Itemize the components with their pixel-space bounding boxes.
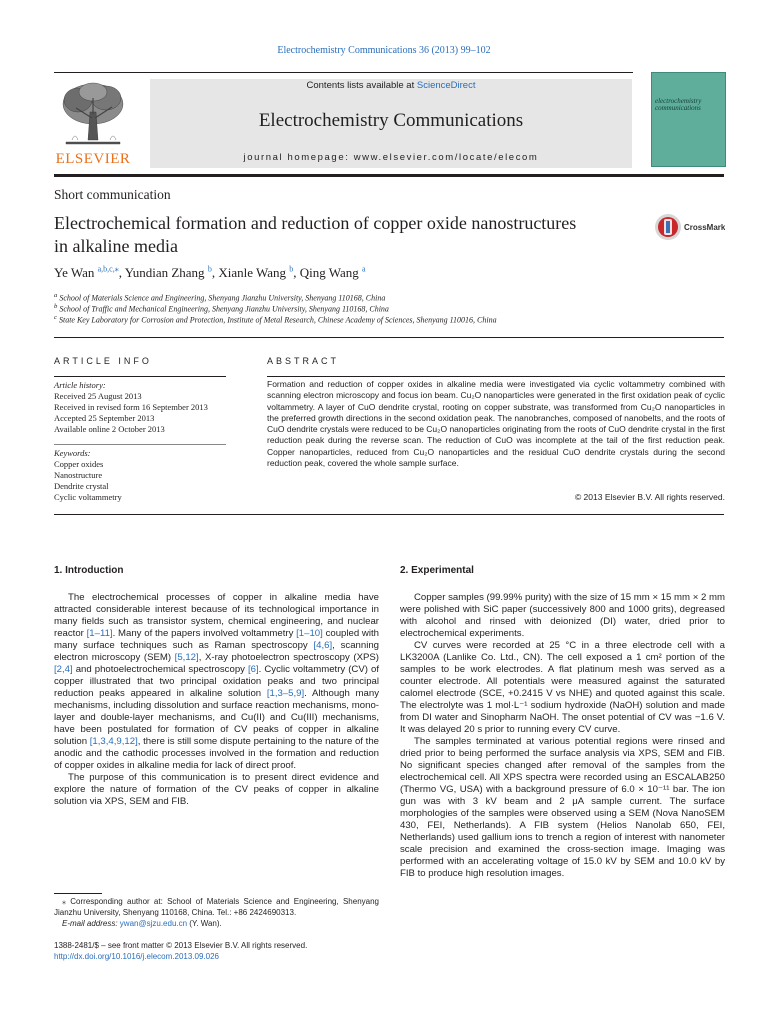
journal-homepage (150, 152, 632, 163)
crossmark-label: CrossMark (684, 223, 725, 232)
sciencedirect-link[interactable]: ScienceDirect (416, 80, 476, 91)
intro-text-segment: , there is still some dispute pertaining to the nature of the anodic and the cathodic processes involved in the formation and reduction of copper oxides in alkaline media for lack of direct proof. (54, 736, 379, 771)
contents-prefix: Contents lists available at (306, 80, 417, 91)
email-link[interactable]: ywan@sjzu.edu.cn (119, 919, 188, 928)
title-line-2: in alkaline media (54, 236, 178, 256)
affiliation-b: $^b$ School of Traffic and Mechanical Engineering, Shenyang Jianzhu University, Shenyang 110168, China (54, 303, 389, 314)
intro-text-segment: . Although many mechanisms, including dissolution and surface reaction mechanisms, mono-layer and double-layer mechanisms, and Cu(II) and Cu(III) mechanisms, have been postulated for formation of CV peaks of copper in alkaline solution (54, 688, 379, 747)
cover-title: electrochemistry communications (655, 97, 702, 112)
journal-cover-thumbnail (651, 72, 726, 167)
front-matter-line: 1388-2481/$ – see front matter © 2013 Elsevier B.V. All rights reserved. (54, 941, 308, 950)
affiliation-c: $^c$ State Key Laboratory for Corrosion and Protection, Institute of Metal Research, Chinese Academy of Sciences, Shenyang 110016, China (54, 314, 497, 325)
keywords-rule (54, 444, 226, 445)
affiliation-a: $^a$ School of Materials Science and Engineering, Shenyang Jianzhu University, Shenyang 110168, China (54, 292, 386, 303)
intro-text-segment: and photoelectrochemical spectroscopy (72, 664, 248, 675)
title-line-1: Electrochemical formation and reduction of copper oxide nanostructures (54, 213, 577, 233)
intro-text-segment: . Cyclic voltammetry (CV) of copper illustrated that two principal oxidation peaks and two principal reduction peaks appeared in alkaline solution (54, 664, 379, 699)
author[interactable]: Qing Wang $^a$ (299, 265, 366, 281)
intro-text-segment: , scanning electron microscopy (SEM) (54, 640, 379, 663)
keyword: Copper oxides (54, 459, 104, 469)
citation-link[interactable]: [1,3,4,9,12] (89, 736, 138, 747)
citation-link[interactable]: [1–10] (296, 628, 323, 639)
intro-text-segment: . Many of the papers involved voltammetry (112, 628, 297, 639)
intro-text-segment: , X-ray photoelectron spectroscopy (XPS) (198, 652, 379, 663)
homepage-url[interactable]: www.elsevier.com/locate/elecom (353, 152, 539, 163)
abstract-text: Formation and reduction of copper oxides in alkaline media were investigated via cyclic voltammetry combined with scanning electron microscopy and focus ion beam. Cu₂O nanoparticles were generated in the first oxidation peak of cyclic voltammetry. A layer of CuO dendrite crystal, rooting on copper substrate, was transformed from Cu₂O nanoparticles in the preferred growth directions in the second oxidation peak. The nanobranches, composed of nanobelts, and the roots of CuO dendrite crystals were reduced to be Cu₂O nanoparticles originating from the roots of CuO dendrite crystal in the first reduction peak during the reverse scan. The reduction of CuO was incomplete at the tail of the first reduction peak. Copper nanoparticles, reduced from Cu₂O nanoparticles and the residual CuO dendrite crystals during the second reduction peak, covered the whole sample surface. (267, 379, 725, 469)
introduction-heading: 1. Introduction (54, 565, 124, 576)
article-info-heading: ARTICLE INFO (54, 356, 152, 366)
elsevier-wordmark: ELSEVIER (55, 151, 131, 167)
article-title (54, 212, 644, 258)
history-accepted: Accepted 25 September 2013 (54, 413, 155, 423)
author[interactable]: Ye Wan $^{a,b,c,⁎}$, (54, 265, 125, 281)
history-revised: Received in revised form 16 September 2013 (54, 402, 208, 412)
abstract-rule (267, 376, 725, 377)
crossmark-badge[interactable] (653, 211, 725, 243)
citation-link[interactable]: [2,4] (54, 664, 73, 675)
experimental-paragraph-2: CV curves were recorded at 25 °C in a three electrode cell with a LK3200A (Lanlike Co. Ltd., CN). The cell exposed a 1 cm² portion of the samples to be work electrodes. A flat platinum mesh was served as a counter electrode. All potentials were measured against the saturated calomel electrode (SCE, +0.2415 V vs NHE) and quoted against this scale. The electrolyte was 1 mol·L⁻¹ sodium hydroxide (NaOH) solution and made from DI water and Sinopharm NaOH. The onset potential of CV was −1.6 V. It was delayed 20 s prior to running every CV curve. (400, 640, 725, 735)
history-received: Received 25 August 2013 (54, 391, 142, 401)
article-info-rule (54, 376, 226, 377)
issn-block (54, 940, 307, 962)
doi-link[interactable]: http://dx.doi.org/10.1016/j.elecom.2013.09.026 (54, 952, 220, 961)
citation-link[interactable]: [1–11] (86, 628, 113, 639)
article-type: Short communication (54, 187, 171, 202)
abstract-heading: ABSTRACT (267, 356, 340, 366)
experimental-paragraph-1: Copper samples (99.99% purity) with the size of 15 mm × 15 mm × 2 mm were polished with SiC paper (successively 800 and 1000 grits), degreased with alcohol and rinsed with deionized (DI) water, dried prior to electrochemical experiments. (400, 592, 725, 639)
abstract-bottom-rule (54, 514, 724, 515)
citation-link[interactable]: [4,6] (313, 640, 333, 651)
section-rule (54, 337, 724, 338)
header-bottom-rule (54, 174, 724, 177)
email-suffix: (Y. Wan). (187, 919, 222, 928)
intro-text-segment: coupled with many surface techniques such as Raman spectroscopy (54, 628, 379, 651)
history-online: Available online 2 October 2013 (54, 424, 165, 434)
corresponding-author-footnote (54, 896, 379, 929)
experimental-paragraph-3: The samples terminated at various potential regions were rinsed and dried prior to being performed the surface analysis via XPS, SEM and FIB. No significant species changed after removal of the samples from the electrochemical cell. All XPS spectra were recorded using an ESCALAB250 (Thermo VG, USA) with a background pressure of 6.0 × 10⁻¹¹ bar. The ion gun was with 3 kV beam and 2 μA sample current. The surface morphologies of the samples were observed using a SEM (Nova NanoSEM 430, FEI, Netherlands). A FIB system (Helios Nanolab 650, FEI, Netherlands) used gallium ions to trench a region of interest with nanometer scale precision and examined the cross-section image. Imaging was performed with an accelerating voltage of 15.0 kV by SEM and 10.0 kV by FIB to produce high resolution images. (400, 736, 725, 879)
intro-paragraph-1 (54, 592, 379, 772)
introduction-body (54, 592, 379, 808)
homepage-prefix: journal homepage: (243, 152, 354, 163)
article-history (54, 380, 208, 435)
experimental-heading: 2. Experimental (400, 565, 474, 576)
experimental-body (400, 592, 725, 880)
author[interactable]: Xianle Wang $^b$, (218, 265, 300, 281)
footnote-rule (54, 893, 102, 894)
keyword: Cyclic voltammetry (54, 492, 122, 502)
keyword: Nanostructure (54, 470, 103, 480)
journal-reference[interactable]: Electrochemistry Communications 36 (2013) 99–102 (277, 45, 491, 56)
intro-paragraph-2: The purpose of this communication is to present direct evidence and explore the nature of formation of the CV peaks of copper in alkaline solution via XPS, SEM and FIB. (54, 772, 379, 807)
keyword: Dendrite crystal (54, 481, 109, 491)
keywords-label: Keywords: (54, 448, 91, 458)
contents-line (150, 80, 632, 91)
citation-link[interactable]: [6] (247, 664, 259, 675)
footnote-corresponding: ⁎ Corresponding author at: School of Materials Science and Engineering, Shenyang Jianzhu University, Shenyang 110168, China. Tel.: +86 2424690313. (54, 897, 379, 917)
citation-link[interactable]: [5,12] (174, 652, 199, 663)
abstract-copyright: © 2013 Elsevier B.V. All rights reserved. (574, 492, 725, 502)
journal-title: Electrochemistry Communications (258, 110, 524, 131)
intro-text-segment: The electrochemical processes of copper in alkaline media have attracted considerable interest because of its technological importance in many fields such as transistor system, chemical engineering, and nuclear reactor (54, 592, 379, 639)
citation-link[interactable]: [1,3–5,9] (266, 688, 305, 699)
history-label: Article history: (54, 380, 106, 390)
keywords (54, 448, 122, 503)
author-list (54, 265, 366, 281)
email-label: E-mail address: (62, 919, 120, 928)
header-top-rule (54, 72, 633, 73)
author[interactable]: Yundian Zhang $^b$, (124, 265, 219, 281)
